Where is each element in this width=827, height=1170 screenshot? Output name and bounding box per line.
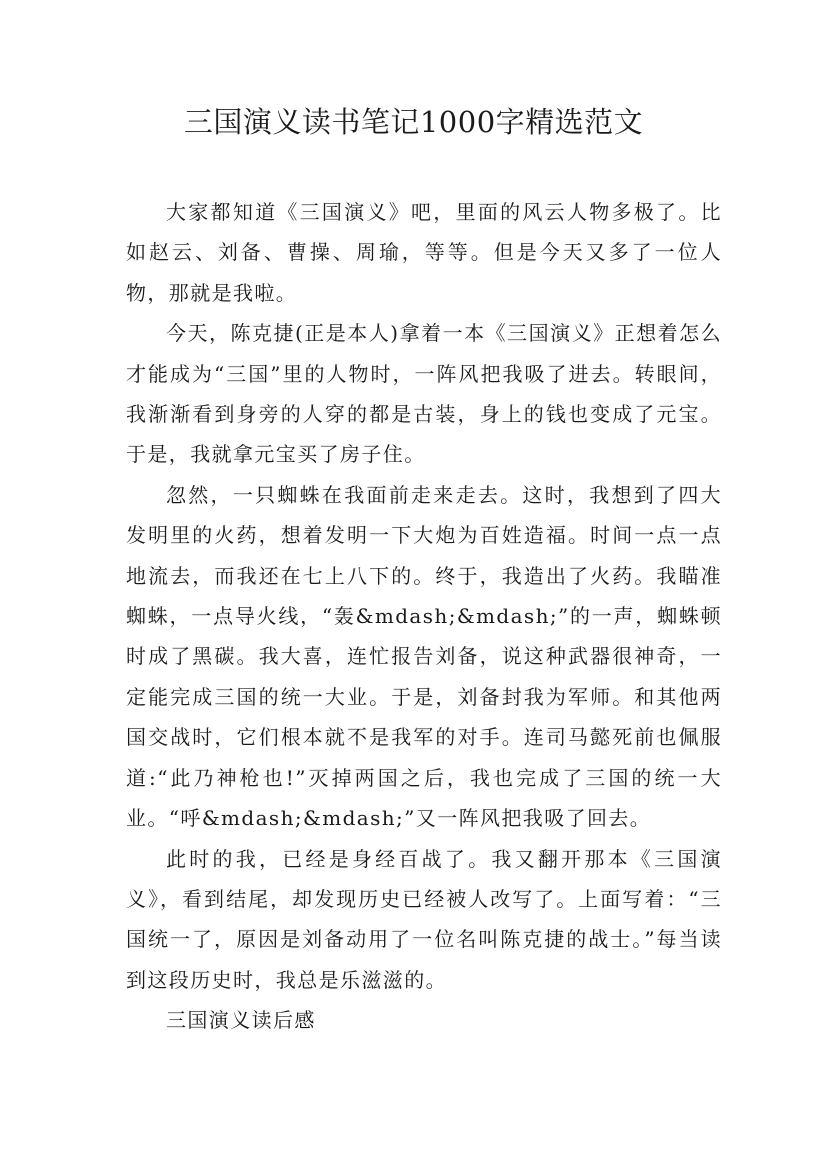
- paragraph-4: 此时的我，已经是身经百战了。我又翻开那本《三国演义》，看到结尾，却发现历史已经被人改写了。上面写着：“三国统一了，原因是刘备动用了一位名叫陈克捷的战士。”每当读到这段历史时，我总是乐滋滋的。: [126, 846, 722, 992]
- paragraph-2: 今天，陈克捷(正是本人)拿着一本《三国演义》正想着怎么才能成为“三国”里的人物时，一阵风把我吸了进去。转眼间，我渐渐看到身旁的人穿的都是古装，身上的钱也变成了元宝。于是，我就拿元宝买了房子住。: [126, 321, 722, 467]
- section-heading: 三国演义读后感: [166, 1008, 316, 1033]
- paragraph-3: 忽然，一只蜘蛛在我面前走来走去。这时，我想到了四大发明里的火药，想着发明一下大炮为百姓造福。时间一点一点地流去，而我还在七上八下的。终于，我造出了火药。我瞄准蜘蛛，一点导火线，“轰&mdash;&mdash;”的一声，蜘蛛顿时成了黑碳。我大喜，连忙报告刘备，说这种武器很神奇，一定能完成三国的统一大业。于是，刘备封我为军师。和其他两国交战时，它们根本就不是我军的对手。连司马懿死前也佩服道:“此乃神枪也!”灭掉两国之后，我也完成了三国的统一大业。“呼&mdash;&mdash;”又一阵风把我吸了回去。: [126, 482, 722, 831]
- paragraph-1: 大家都知道《三国演义》吧，里面的风云人物多极了。比如赵云、刘备、曹操、周瑜，等等。但是今天又多了一位人物，那就是我啦。: [126, 200, 722, 305]
- document-body: [126, 192, 722, 1041]
- document-title: 三国演义读书笔记1000字精选范文: [183, 105, 644, 139]
